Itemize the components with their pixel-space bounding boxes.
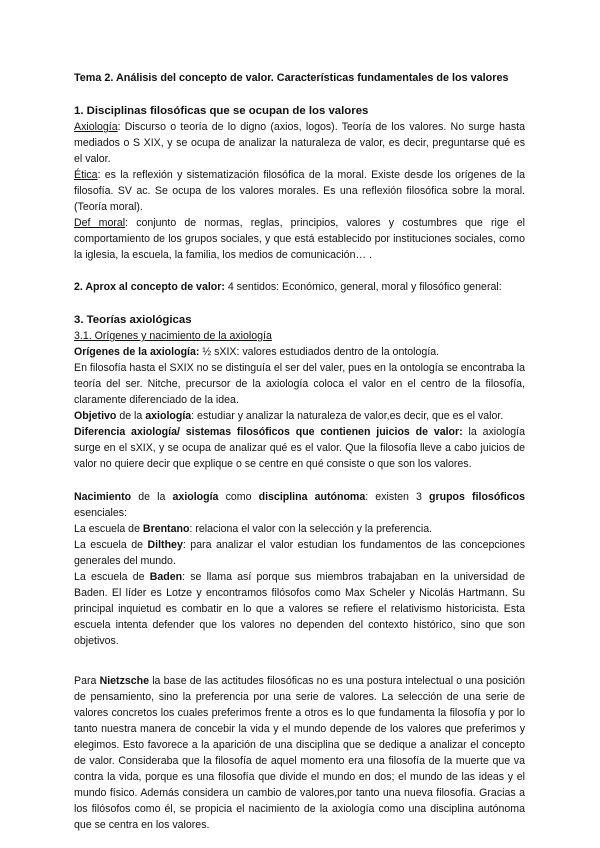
etica-text: : es la reflexión y sistematización filosófica de la moral. Existe desde los orígenes de la filosofía. SV ac. Se ocupa de los valores morales. Es una reflexión filosófica sobre la moral. (Teoría moral). [74, 169, 525, 213]
baden-text: : se llama así porque sus miembros trabajaban en la universidad de Baden. El líder es Lotze y encontramos filósofos como Max Scheler y Nicolás Hartmann. Su principal inquietud es combatir en lo que a valores se refiere el relativismo historicista. Esta escuela intenta defender que los valores no dependen del contexto histórico, sino que son objetivos. [74, 571, 525, 647]
etica-paragraph [74, 167, 525, 215]
nietzsche-paragraph [74, 673, 525, 833]
nacimiento-connector-1: de la [131, 491, 173, 503]
def-moral-paragraph [74, 215, 525, 263]
brentano-name: Brentano [142, 523, 190, 535]
dilthey-text: : para analizar el valor estudian los fundamentos de las concepciones generales del mundo. [74, 539, 525, 567]
nacimiento-label: Nacimiento [74, 491, 132, 503]
section-2-paragraph [74, 279, 525, 295]
filosofia-paragraph: En filosofía hasta el SXIX no se distinguía el ser del valer, pues en la ontología se encontraba la teoría del ser. Nitche, precursor de la axiología coloca el valor en el centro de la filosofía, claramente diferenciado de la idea. [74, 362, 525, 406]
brentano-text: : relaciona el valor con la selección y la preferencia. [189, 523, 433, 535]
origenes-text: ½ sXIX: valores estudiados dentro de la ontología. [199, 346, 440, 358]
objetivo-connector: de la [116, 410, 146, 422]
objetivo-paragraph [74, 408, 525, 424]
section-3-1-heading: 3.1. Orígenes y nacimiento de la axiología [74, 330, 272, 342]
etica-term: Ética [74, 169, 98, 181]
nacimiento-grupos: grupos filosóficos [429, 491, 526, 503]
objetivo-axiologia: axiología [145, 410, 192, 422]
nacimiento-text: esenciales: [74, 507, 127, 519]
section-2-heading: 2. Aprox al concepto de valor: [74, 281, 225, 293]
objetivo-label: Objetivo [74, 410, 117, 422]
baden-paragraph [74, 569, 525, 649]
diferencia-text: la axiología surge en el sXIX, y se ocupa de analizar qué es el valor. Que la filosofía lleve a cabo juicios de valor no quiere decir que explique o se centre en qué consiste o que son los valores. [74, 426, 525, 470]
dilthey-paragraph [74, 537, 525, 569]
baden-prefix: La escuela de [74, 571, 150, 583]
section-1-heading: 1. Disciplinas filosóficas que se ocupan de los valores [74, 105, 369, 117]
def-moral-text: : conjunto de normas, reglas, principios, valores y costumbres que rige el comportamiento de los grupos sociales, y que está establecido por instituciones sociales, como la iglesia, la escuela, la familia, los medios de comunicación… . [74, 217, 526, 261]
baden-name: Baden [149, 571, 183, 583]
nietzsche-prefix: Para [74, 675, 100, 687]
dilthey-prefix: La escuela de [74, 539, 148, 551]
brentano-prefix: La escuela de [74, 523, 143, 535]
nietzsche-name: Nietzsche [99, 675, 150, 687]
def-moral-term: Def moral [74, 217, 126, 229]
nacimiento-disciplina: disciplina autónoma [258, 491, 366, 503]
section-3-heading: 3. Teorías axiológicas [74, 314, 192, 326]
diferencia-label: Diferencia axiología/ sistemas filosóficos que contienen juicios de valor: [74, 426, 463, 438]
document-title: Tema 2. Análisis del concepto de valor. Características fundamentales de los valores [74, 72, 509, 84]
nietzsche-text: la base de las actitudes filosóficas no es una postura intelectual o una posición de pensamiento, sino la preferencia por una serie de valores. La selección de una serie de valores concretos los cuales preferimos frente a otros es lo que fundamenta la filosofía y por lo tanto nuestra manera de concebir la vida y el mundo depende de los valores que preferimos y elegimos. Esto favorece a la aparición de una disciplina que se dedique a analizar el concepto de valor. Consideraba que la filosofía de aquel momento era una filosofía de la muerte que va contra la vida, porque es una filosofía que divide el mundo en dos; el mundo de las ideas y el mundo físico. Además considera un cambio de valores,por tanto una nueva filosofía. Gracias a los filósofos como él, se propicia el nacimiento de la axiología como una disciplina autónoma que se centra en los valores. [74, 675, 525, 831]
brentano-paragraph [74, 521, 525, 537]
nacimiento-connector-2: como [218, 491, 259, 503]
diferencia-paragraph [74, 424, 525, 472]
dilthey-name: Dilthey [147, 539, 183, 551]
axiologia-paragraph [74, 119, 525, 167]
origenes-paragraph [74, 344, 525, 360]
section-2-text: 4 sentidos: Económico, general, moral y filosófico general: [224, 281, 502, 293]
axiologia-term: Axiología [74, 121, 118, 133]
nacimiento-connector-3: : existen 3 [365, 491, 430, 503]
objetivo-text: : estudiar y analizar la naturaleza de valor,es decir, que es el valor. [191, 410, 504, 422]
nacimiento-paragraph [74, 489, 525, 521]
origenes-label: Orígenes de la axiología: [74, 346, 200, 358]
axiologia-text: : Discurso o teoría de lo digno (axios, logos). Teoría de los valores. No surge hasta mediados o S XIX, y se ocupa de analizar la naturaleza de valor, es decir, preguntarse qué es el valor. [74, 121, 525, 165]
nacimiento-axiologia: axiología [172, 491, 219, 503]
